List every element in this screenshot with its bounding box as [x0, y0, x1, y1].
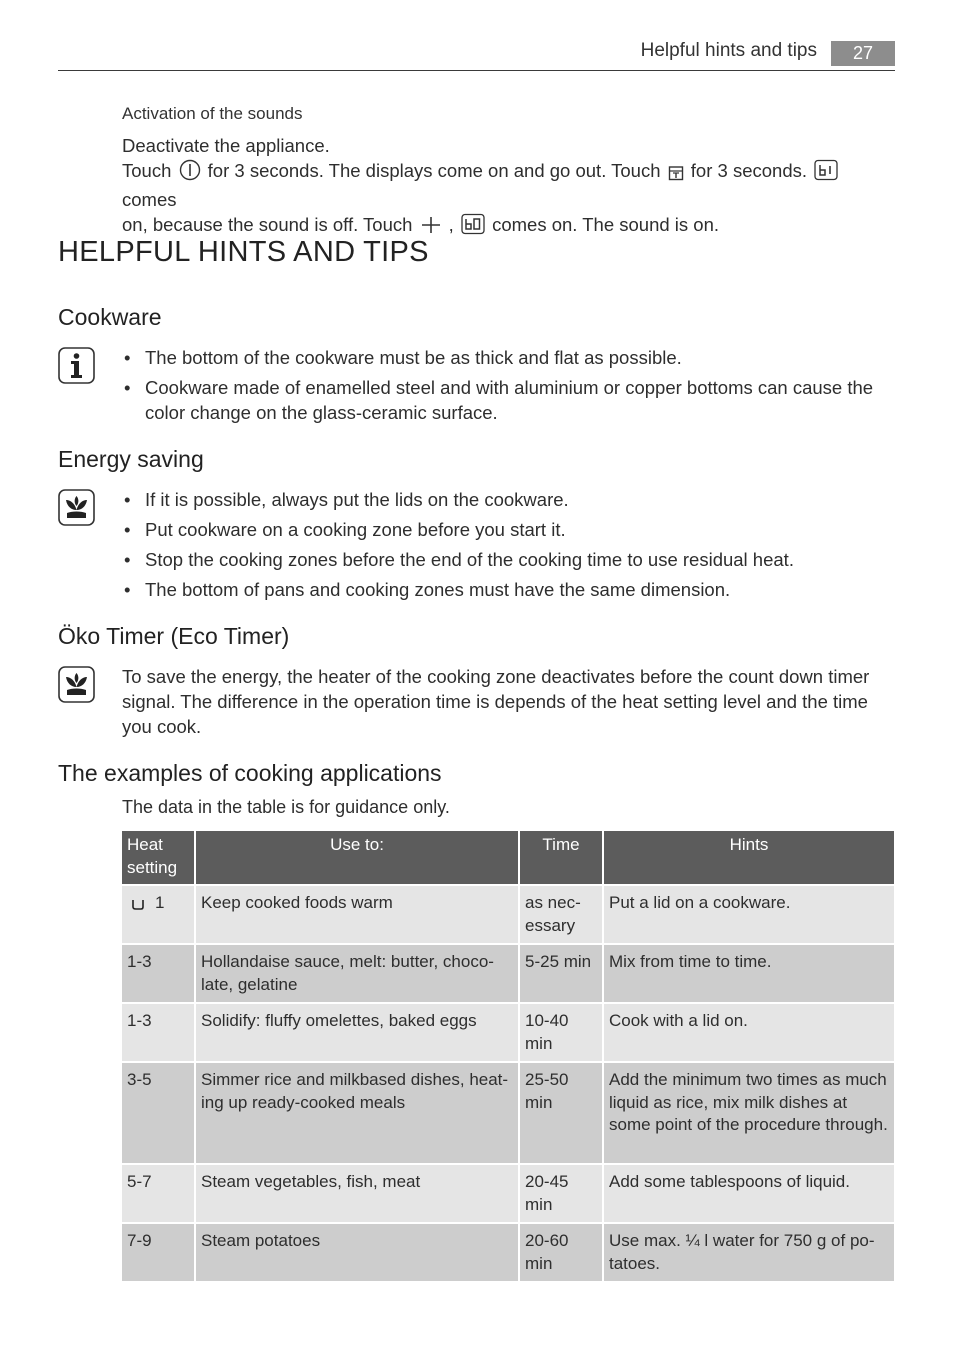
table-cell: Hollandaise sauce, melt: butter, choco-late, gelatine: [196, 945, 518, 1002]
list-item: • Stop the cooking zones before the end of the cooking time to use residual heat.: [122, 547, 897, 572]
table-row: [122, 1165, 894, 1222]
energy-heading: Energy saving: [58, 446, 204, 472]
page-header: [58, 38, 895, 71]
table-cell: [122, 886, 194, 943]
list-item: • Cookware made of enamelled steel and with aluminium or copper bottoms can cause the color change on the glass-ceramic surface.: [122, 375, 897, 425]
sounds-line-1: Deactivate the appliance.: [122, 135, 330, 156]
info-icon: [58, 347, 95, 384]
table-cell: Put a lid on a cookware.: [604, 886, 894, 943]
table-row: [122, 945, 894, 1002]
timer-icon: [668, 162, 684, 187]
list-item: • The bottom of pans and cooking zones must have the same dimension.: [122, 577, 897, 602]
table-header-row: [122, 831, 894, 884]
keep-warm-icon: [129, 896, 149, 919]
table-cell: Use max. ¼ l water for 750 g of po-tatoes.: [604, 1224, 894, 1281]
sounds-text: comes on. The sound is on.: [492, 214, 720, 235]
examples-heading: The examples of cooking applications: [58, 760, 442, 786]
column-header: Heat setting: [122, 831, 194, 884]
table-cell: Simmer rice and milkbased dishes, heat-ing up ready-cooked meals: [196, 1063, 518, 1163]
cookware-list: [122, 345, 897, 430]
table-cell: 5-7: [122, 1165, 194, 1222]
list-item: • Put cookware on a cooking zone before you start it.: [122, 517, 897, 542]
eco-leaf-icon: [58, 666, 95, 703]
column-header: Hints: [604, 831, 894, 884]
heat-value: 1: [155, 893, 165, 912]
list-item: • If it is possible, always put the lids on the cookware.: [122, 487, 897, 512]
table-cell: 10-40 min: [520, 1004, 602, 1061]
sounds-text: comes: [122, 189, 177, 210]
energy-list: [122, 487, 897, 607]
table-cell: 5-25 min: [520, 945, 602, 1002]
table-row: [122, 1224, 894, 1281]
column-header: Use to:: [196, 831, 518, 884]
table-cell: 20-60 min: [520, 1224, 602, 1281]
sounds-text: Touch: [122, 160, 172, 181]
table-cell: as nec-essary: [520, 886, 602, 943]
display-b0-icon: [461, 213, 485, 241]
cooking-table: [120, 829, 896, 1283]
table-cell: 25-50 min: [520, 1063, 602, 1163]
table-cell: Mix from time to time.: [604, 945, 894, 1002]
main-title: HELPFUL HINTS AND TIPS: [58, 236, 429, 268]
sounds-heading: Activation of the sounds: [122, 104, 303, 123]
eco-leaf-icon: [58, 489, 95, 526]
table-cell: Cook with a lid on.: [604, 1004, 894, 1061]
display-b1-icon: [814, 159, 838, 187]
cookware-heading: Cookware: [58, 304, 162, 330]
power-icon: [179, 159, 201, 187]
table-row: [122, 886, 894, 943]
eco-heading: Öko Timer (Eco Timer): [58, 623, 290, 649]
sounds-line-2: [122, 158, 897, 212]
table-cell: 20-45 min: [520, 1165, 602, 1222]
sounds-text: on, because the sound is off. Touch: [122, 214, 413, 235]
table-cell: Steam vegetables, fish, meat: [196, 1165, 518, 1222]
sounds-paragraph: [122, 133, 897, 241]
sounds-text: ,: [448, 214, 454, 235]
table-row: [122, 1063, 894, 1163]
table-cell: Keep cooked foods warm: [196, 886, 518, 943]
table-row: [122, 1004, 894, 1061]
table-cell: Add the minimum two times as much liquid as rice, mix milk dishes at some point of the procedure through.: [604, 1063, 894, 1163]
table-cell: Solidify: fluffy omelettes, baked eggs: [196, 1004, 518, 1061]
table-cell: Steam potatoes: [196, 1224, 518, 1281]
list-item: • The bottom of the cookware must be as thick and flat as possible.: [122, 345, 897, 370]
eco-text: To save the energy, the heater of the cooking zone deactivates before the count down timer signal. The difference in the operation time is depends of the heat setting level and the time you cook.: [122, 666, 870, 737]
examples-note: The data in the table is for guidance only.: [122, 797, 450, 817]
table-cell: 3-5: [122, 1063, 194, 1163]
sounds-text: for 3 seconds.: [690, 160, 807, 181]
header-title: Helpful hints and tips: [640, 40, 817, 61]
table-cell: 7-9: [122, 1224, 194, 1281]
table-cell: 1-3: [122, 945, 194, 1002]
table-cell: 1-3: [122, 1004, 194, 1061]
sounds-text: for 3 seconds. The displays come on and go out. Touch: [207, 160, 661, 181]
page-number: 27: [831, 41, 895, 66]
column-header: Time: [520, 831, 602, 884]
table-cell: Add some tablespoons of liquid.: [604, 1165, 894, 1222]
